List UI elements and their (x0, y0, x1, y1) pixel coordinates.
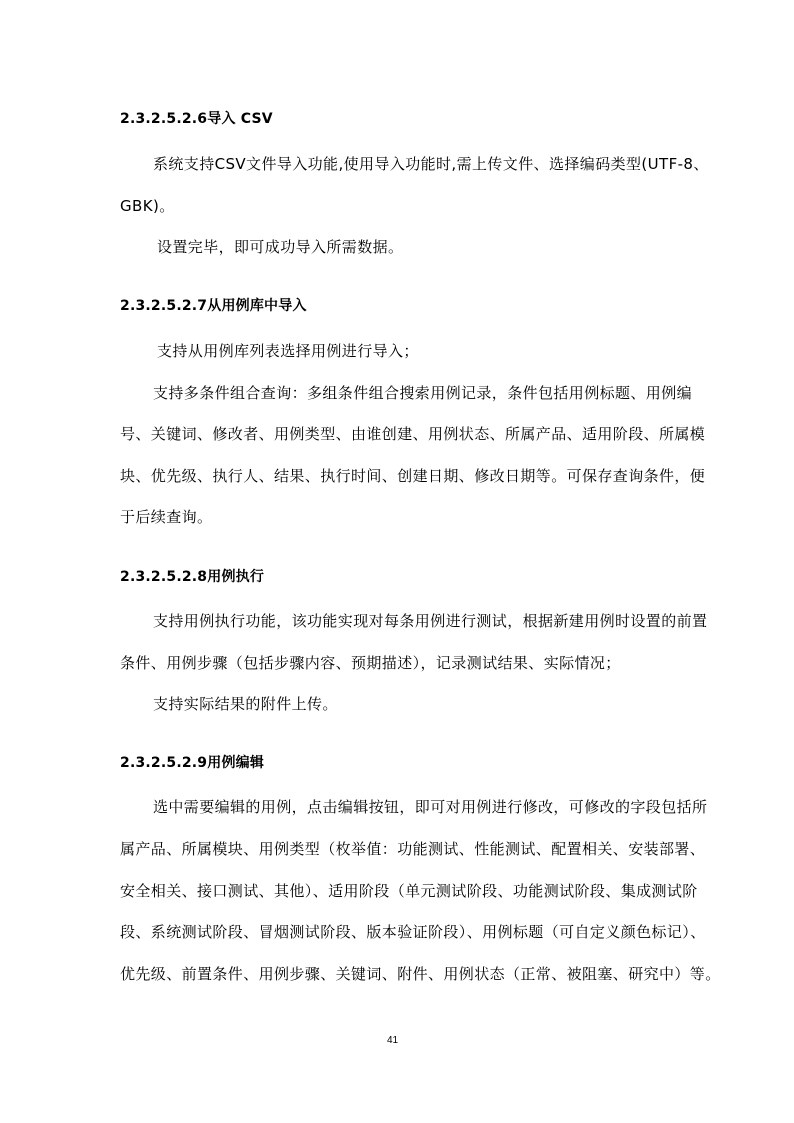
paragraph-line: 条件、用例步骤（包括步骤内容、预期描述），记录测试结果、实际情况； (120, 654, 621, 672)
paragraph-line: 设置完毕，即可成功导入所需数据。 (157, 238, 404, 256)
paragraph-line: 于后续查询。 (120, 508, 213, 526)
section-heading-case-execution: 2.3.2.5.2.8用例执行 (120, 569, 265, 585)
paragraph-line: 段、系统测试阶段、冒烟测试阶段、版本验证阶段）、用例标题（可自定义颜色标记）、 (120, 923, 706, 941)
section-heading-case-edit: 2.3.2.5.2.9用例编辑 (120, 755, 265, 771)
paragraph-line: 安全相关、接口测试、其他）、适用阶段（单元测试阶段、功能测试阶段、集成测试阶 (120, 882, 698, 900)
section-heading-import-from-library: 2.3.2.5.2.7从用例库中导入 (120, 298, 307, 314)
paragraph-line: 号、关键词、修改者、用例类型、由谁创建、用例状态、所属产品、适用阶段、所属模 (120, 425, 706, 443)
paragraph-line: 属产品、所属模块、用例类型（枚举值：功能测试、性能测试、配置相关、安装部署、 (120, 840, 706, 858)
paragraph-line: 支持从用例库列表选择用例进行导入； (157, 342, 419, 360)
paragraph-line: GBK)。 (120, 197, 175, 215)
paragraph-line: 支持实际结果的附件上传。 (153, 695, 338, 713)
page-number: 41 (387, 1035, 399, 1046)
paragraph-line: 支持用例执行功能，该功能实现对每条用例进行测试，根据新建用例时设置的前置 (153, 612, 708, 630)
paragraph-line: 系统支持CSV文件导入功能,使用导入功能时,需上传文件、选择编码类型(UTF-8、 (153, 155, 709, 173)
section-heading-import-csv: 2.3.2.5.2.6导入 CSV (120, 111, 273, 127)
paragraph-line: 支持多条件组合查询：多组条件组合搜索用例记录，条件包括用例标题、用例编 (153, 384, 693, 402)
paragraph-line: 选中需要编辑的用例，点击编辑按钮，即可对用例进行修改，可修改的字段包括所 (153, 798, 708, 816)
paragraph-line: 块、优先级、执行人、结果、执行时间、创建日期、修改日期等。可保存查询条件，便 (120, 467, 706, 485)
paragraph-line: 优先级、前置条件、用例步骤、关键词、附件、用例状态（正常、被阻塞、研究中）等。 (120, 965, 721, 983)
